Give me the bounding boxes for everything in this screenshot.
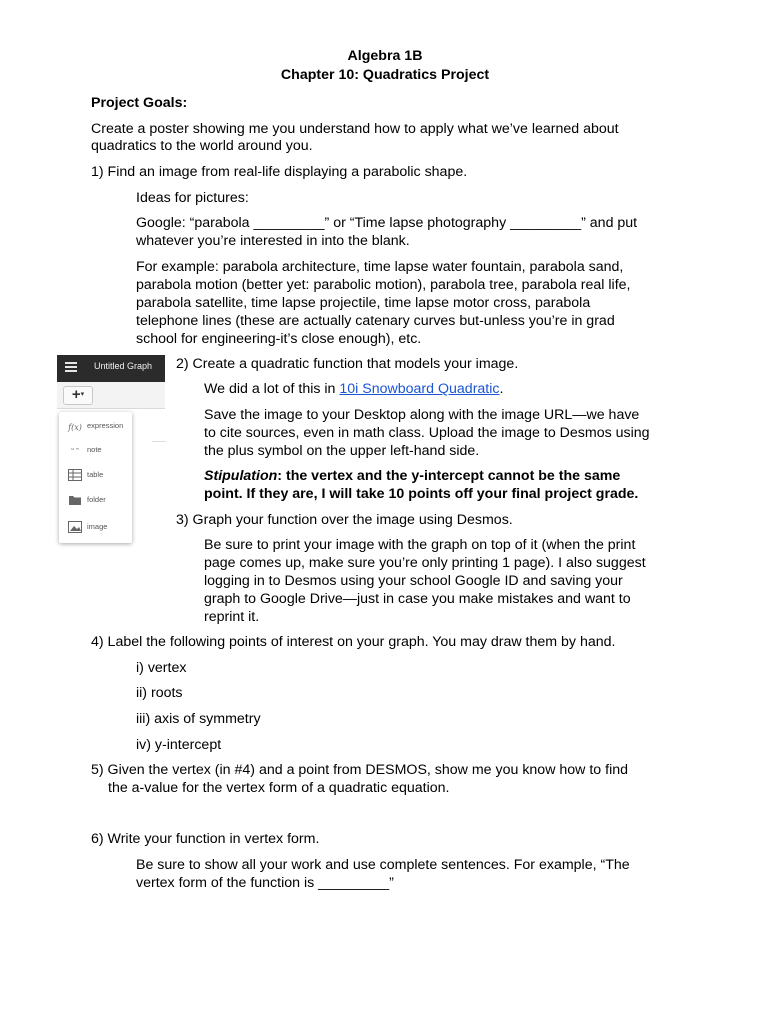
- stipulation-line: Stipulation: the vertex and the y-intercept cannot be the same: [204, 468, 621, 484]
- print-line: logging in to Desmos using your school Google ID and saving your: [204, 573, 623, 589]
- print-line: page comes up, make sure you’re only printing 1 page). I also suggest: [204, 555, 646, 571]
- desmos-screenshot: [57, 355, 167, 550]
- step6-title: 6) Write your function in vertex form.: [91, 831, 320, 847]
- save-line: to cite sources, even in math class. Upload the image to Desmos using: [204, 425, 650, 441]
- folder-icon: [67, 494, 83, 506]
- desmos-toolbar: [57, 382, 165, 409]
- step6-line: Be sure to show all your work and use complete sentences. For example, “The: [136, 857, 630, 873]
- example-line: telephone lines (these are actually catenary curves but-unless you’re in grad: [136, 313, 615, 329]
- stipulation-line: point. If they are, I will take 10 points off your final project grade.: [204, 486, 639, 502]
- example-line: For example: parabola architecture, time lapse water fountain, parabola sand,: [136, 259, 624, 275]
- menu-item-table[interactable]: table: [67, 467, 103, 483]
- step6-line: vertex form of the function is _________”: [136, 875, 394, 891]
- print-line: reprint it.: [204, 609, 260, 625]
- image-icon: [67, 521, 83, 533]
- step2-title: 2) Create a quadratic function that models your image.: [176, 356, 519, 372]
- step1-title: 1) Find an image from real-life displaying a parabolic shape.: [91, 164, 468, 180]
- goals-heading: Project Goals:: [91, 95, 188, 111]
- menu-item-note[interactable]: “ ” note: [67, 442, 102, 458]
- list-item: iii) axis of symmetry: [136, 711, 261, 727]
- save-line: Save the image to your Desktop along with the image URL—we have: [204, 407, 640, 423]
- step5-line: the a-value for the vertex form of a quadratic equation.: [108, 780, 450, 796]
- example-line: parabola satellite, time lapse projectile, time lapse motor cross, parabola: [136, 295, 591, 311]
- google-line: Google: “parabola _________” or “Time lapse photography _________” and put: [136, 215, 638, 231]
- desmos-header-bar: [57, 355, 165, 382]
- intro-line: quadratics to the world around you.: [91, 138, 313, 154]
- menu-item-folder[interactable]: folder: [67, 492, 106, 508]
- menu-item-image[interactable]: image: [67, 519, 107, 535]
- intro-line: Create a poster showing me you understand how to apply what we’ve learned about: [91, 121, 619, 137]
- chapter-title: Chapter 10: Quadratics Project: [280, 67, 490, 83]
- google-line: whatever you’re interested in into the blank.: [136, 233, 410, 249]
- divider: [152, 441, 166, 442]
- step3-title: 3) Graph your function over the image using Desmos.: [176, 512, 513, 528]
- snowboard-quadratic-link[interactable]: 10i Snowboard Quadratic: [339, 381, 500, 397]
- step5-line: 5) Given the vertex (in #4) and a point from DESMOS, show me you know how to find: [91, 762, 629, 778]
- list-item: i) vertex: [136, 660, 187, 676]
- save-line: the plus symbol on the upper left-hand side.: [204, 443, 480, 459]
- menu-item-expression[interactable]: f(x) expression: [68, 421, 124, 433]
- did-line: We did a lot of this in 10i Snowboard Quadratic.: [204, 381, 504, 397]
- quote-icon: “ ”: [71, 447, 79, 457]
- caret-down-icon: ▾: [80, 391, 85, 399]
- graph-title: Untitled Graph: [94, 361, 153, 371]
- function-icon: f(x): [68, 423, 82, 433]
- course-title: Algebra 1B: [347, 48, 423, 64]
- print-line: graph to Google Drive—just in case you make mistakes and want to: [204, 591, 631, 607]
- step4-title: 4) Label the following points of interest on your graph. You may draw them by hand.: [91, 634, 616, 650]
- add-item-button[interactable]: +▾: [63, 386, 93, 405]
- table-icon: [67, 469, 83, 481]
- print-line: Be sure to print your image with the graph on top of it (when the print: [204, 537, 636, 553]
- hamburger-menu-icon[interactable]: [65, 362, 77, 374]
- ideas-label: Ideas for pictures:: [136, 190, 249, 206]
- add-item-dropdown: [59, 412, 132, 543]
- list-item: ii) roots: [136, 685, 183, 701]
- example-line: school for engineering-it’s close enough), etc.: [136, 331, 422, 347]
- list-item: iv) y-intercept: [136, 737, 222, 753]
- example-line: parabola motion (better yet: parabolic motion), parabola tree, parabola real life,: [136, 277, 631, 293]
